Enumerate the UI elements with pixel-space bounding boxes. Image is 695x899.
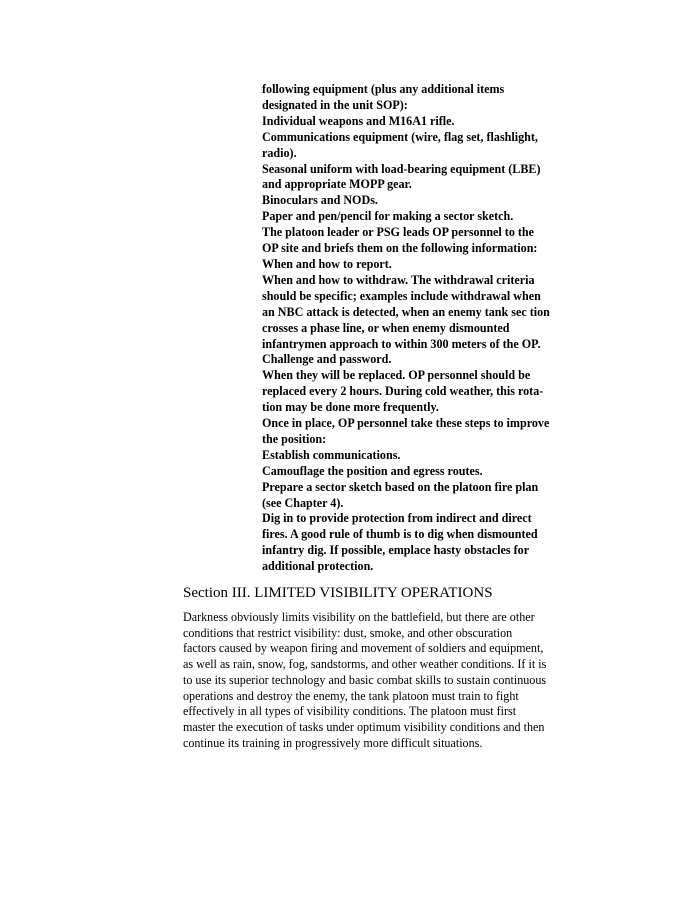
list-line: The platoon leader or PSG leads OP personnel to the bbox=[262, 225, 535, 240]
section-heading: Section III. LIMITED VISIBILITY OPERATIONS bbox=[183, 585, 493, 601]
list-line: infantry dig. If possible, emplace hasty obstacles for bbox=[262, 543, 530, 558]
list-line: infantrymen approach to within 300 meters of the OP. bbox=[262, 336, 541, 351]
paragraph-line: operations and destroy the enemy, the tank platoon must train to fight bbox=[183, 688, 519, 703]
list-line: crosses a phase line, or when enemy dismounted bbox=[262, 320, 510, 335]
list-line: Binoculars and NODs. bbox=[262, 193, 378, 208]
list-line: the position: bbox=[262, 431, 327, 446]
list-line: Challenge and password. bbox=[262, 352, 392, 367]
paragraph-line: Darkness obviously limits visibility on the battlefield, but there are other bbox=[183, 610, 535, 624]
list-line: Communications equipment (wire, flag set, flashlight, bbox=[262, 129, 538, 144]
paragraph-line: master the execution of tasks under optimum visibility conditions and then bbox=[183, 719, 545, 734]
list-line: tion may be done more frequently. bbox=[262, 400, 439, 415]
paragraph-line: effectively in all types of visibility conditions. The platoon must first bbox=[183, 704, 517, 719]
list-line: additional protection. bbox=[262, 559, 374, 574]
list-line: an NBC attack is detected, when an enemy tank sec tion bbox=[262, 304, 550, 319]
paragraph-line: factors caused by weapon firing and movement of soldiers and equipment, bbox=[183, 641, 544, 656]
list-line: Once in place, OP personnel take these steps to improve bbox=[262, 416, 550, 431]
list-line: Seasonal uniform with load-bearing equipment (LBE) bbox=[262, 161, 541, 176]
paragraph-line: continue its training in progressively more difficult situations. bbox=[183, 735, 483, 750]
list-line: When they will be replaced. OP personnel should be bbox=[262, 368, 531, 383]
list-line: (see Chapter 4). bbox=[262, 495, 344, 510]
list-line: Camouflage the position and egress routes. bbox=[262, 463, 483, 478]
paragraph-line: to use its superior technology and basic combat skills to sustain continuous bbox=[183, 672, 547, 687]
list-line: fires. A good rule of thumb is to dig when dismounted bbox=[262, 527, 538, 542]
list-line: Individual weapons and M16A1 rifle. bbox=[262, 113, 455, 128]
list-line: When and how to report. bbox=[262, 256, 392, 271]
paragraph-line: as well as rain, snow, fog, sandstorms, and other weather conditions. If it is bbox=[183, 657, 547, 672]
list-line: designated in the unit SOP): bbox=[262, 97, 408, 112]
list-line: Paper and pen/pencil for making a sector sketch. bbox=[262, 209, 514, 224]
list-line: replaced every 2 hours. During cold weather, this rota- bbox=[262, 384, 544, 399]
list-line: and appropriate MOPP gear. bbox=[262, 177, 412, 192]
list-line: OP site and briefs them on the following information: bbox=[262, 241, 538, 256]
list-line: following equipment (plus any additional items bbox=[262, 82, 505, 96]
list-line: radio). bbox=[262, 145, 297, 160]
list-line: When and how to withdraw. The withdrawal criteria bbox=[262, 272, 535, 287]
list-line: Establish communications. bbox=[262, 447, 401, 462]
equipment-and-briefing-list bbox=[262, 82, 602, 575]
list-line: Dig in to provide protection from indirect and direct bbox=[262, 511, 532, 526]
paragraph-line: conditions that restrict visibility: dust, smoke, and other obscuration bbox=[183, 625, 513, 640]
list-line: should be specific; examples include withdrawal when bbox=[262, 288, 541, 303]
limited-visibility-paragraph bbox=[183, 610, 603, 751]
list-line: Prepare a sector sketch based on the platoon fire plan bbox=[262, 479, 539, 494]
